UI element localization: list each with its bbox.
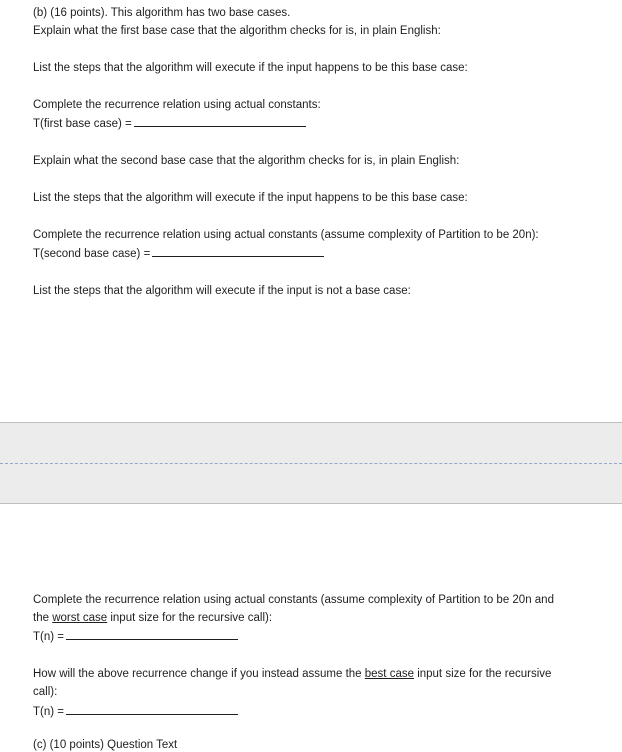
answer-blank[interactable]: [66, 629, 238, 640]
answer-blank[interactable]: [152, 246, 324, 257]
question-recurrence-worst-case-line1: Complete the recurrence relation using actual constants (assume complexity of Partition to be 20n and: [33, 594, 554, 606]
best-case-underlined: best case: [364, 668, 414, 680]
question-steps-first-base-case: List the steps that the algorithm will execute if the input happens to be this base case:: [33, 62, 468, 74]
answer-label: T(n) =: [33, 706, 64, 718]
answer-label: T(second base case) =: [33, 248, 151, 260]
page-break-gap: [0, 422, 622, 504]
answer-blank[interactable]: [134, 116, 306, 127]
question-recurrence-worst-case-line2: the worst case input size for the recursive call):: [33, 612, 273, 624]
answer-second-base-case: [33, 246, 324, 261]
question-best-case-line2: call):: [33, 686, 58, 698]
answer-label: T(n) =: [33, 631, 64, 643]
question-first-base-case: Explain what the first base case that the algorithm checks for is, in plain English:: [33, 25, 441, 37]
question-best-case-line1: How will the above recurrence change if you instead assume the best case input size for the recursive: [33, 668, 552, 680]
question-second-base-case: Explain what the second base case that the algorithm checks for is, in plain English:: [33, 155, 460, 167]
answer-best-case: [33, 704, 238, 719]
worst-case-underlined: worst case: [52, 612, 108, 624]
question-steps-second-base-case: List the steps that the algorithm will execute if the input happens to be this base case:: [33, 192, 468, 204]
answer-worst-case: [33, 629, 238, 644]
question-recurrence-constants: Complete the recurrence relation using actual constants:: [33, 99, 321, 111]
answer-first-base-case: [33, 116, 306, 131]
answer-label: T(first base case) =: [33, 118, 132, 130]
question-steps-not-base-case: List the steps that the algorithm will execute if the input is not a base case:: [33, 285, 411, 297]
page-break-dashed-line: [0, 463, 622, 464]
cut-off-next-question: (c) (10 points) Question Text: [33, 739, 178, 751]
answer-blank[interactable]: [66, 704, 238, 715]
question-recurrence-partition: Complete the recurrence relation using actual constants (assume complexity of Partition to be 20n):: [33, 229, 539, 241]
part-b-header: (b) (16 points). This algorithm has two base cases.: [33, 7, 291, 19]
